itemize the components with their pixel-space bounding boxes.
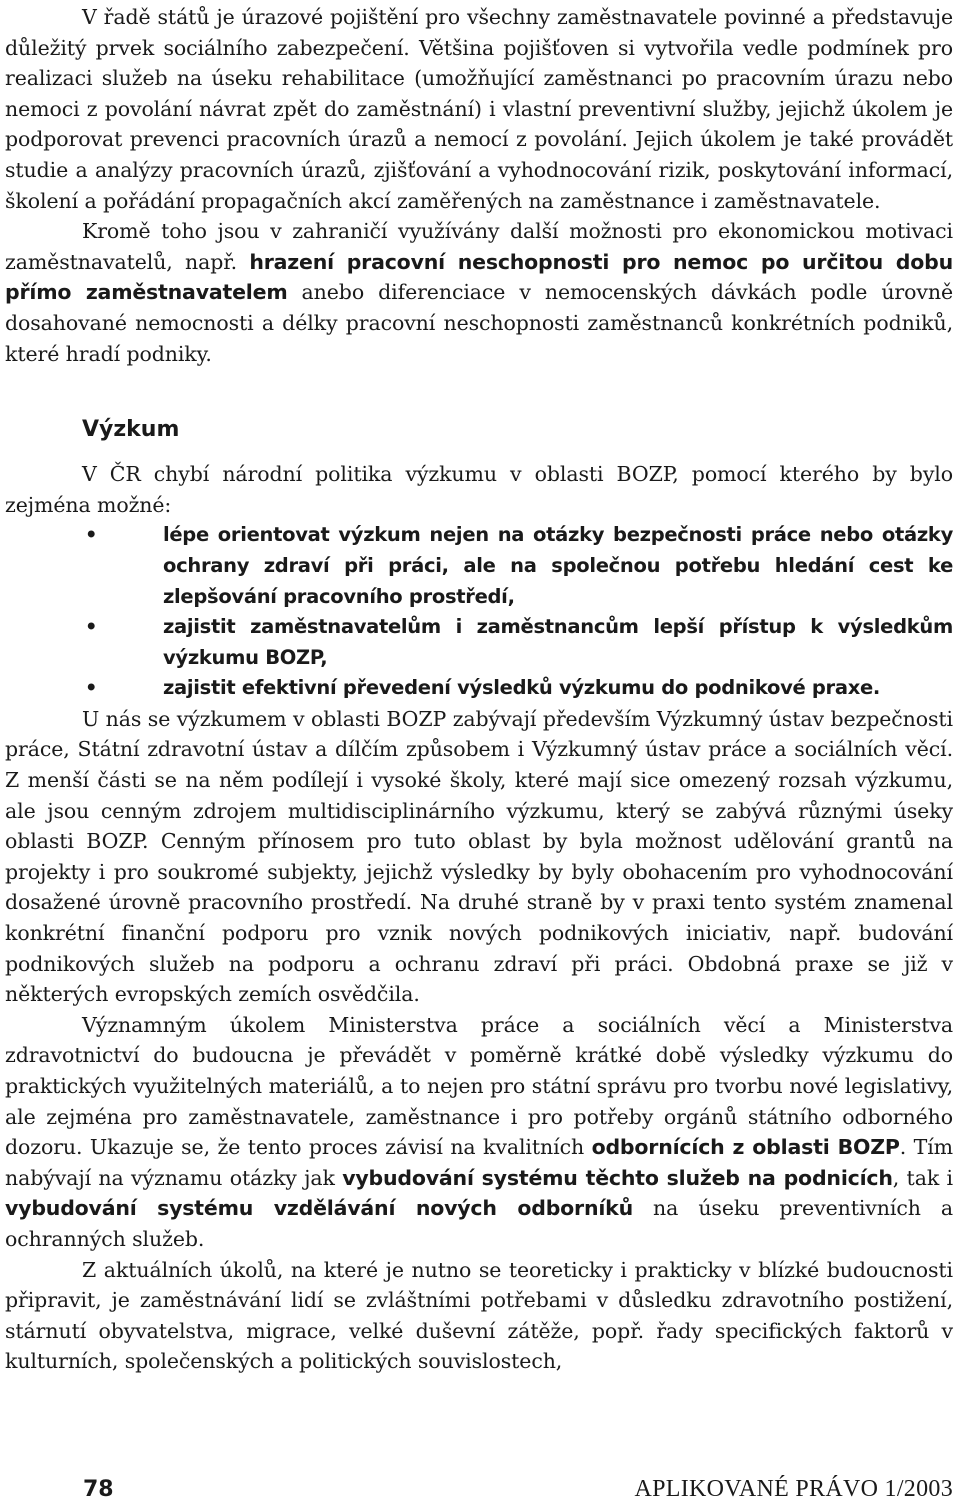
- paragraph-economic-motivation: [5, 216, 953, 369]
- list-item-text: zajistit zaměstnavatelům i zaměstnancům lepší přístup k výsledkům výzkumu BOZP,: [163, 615, 953, 669]
- list-item: [5, 673, 953, 704]
- list-item-text: lépe orientovat výzkum nejen na otázky bezpečnosti práce nebo otázky ochrany zdraví při práci, ale na společnou potřebu hledání cest ke zlepšování pracovního prostředí,: [163, 523, 953, 608]
- bullet-icon: •: [85, 676, 98, 700]
- bullet-icon: •: [85, 615, 98, 639]
- list-item: [5, 612, 953, 673]
- bullet-icon: •: [85, 523, 98, 547]
- emphasis-service-system: vybudování systému těchto služeb na podnicích: [342, 1165, 893, 1190]
- paragraph-text: Významným úkolem Ministerstva práce a sociálních věcí a Ministerstva zdravotnictví do budoucna je převádět v poměrně krátké době výsledky výzkumu do praktických využitelných materiálů, a to nejen pro státní správu pro tvorbu nové legislativy, ale zejména pro zaměstnavatele, zaměstnance i pro potřeby orgánů státního odborného dozoru. Ukazuje se, že tento proces závisí na kvalitních: [5, 1012, 953, 1160]
- paragraph-text: anebo diferenciace v nemocenských dávkách podle úrovně dosahované nemocnosti a délky pracovní neschopnosti zaměstnanců konkrétních podniků, které hradí podniky.: [5, 280, 953, 366]
- list-item: [5, 520, 953, 612]
- paragraph-insurance: V řadě států je úrazové pojištění pro všechny zaměstnavatele povinné a představuje důležitý prvek sociálního zabezpečení. Většina pojišťoven si vytvořila vedle podmínek pro realizaci služeb na úseku rehabilitace (umožňující zaměstnanci po pracovním úrazu nebo nemoci z povolání návrat zpět do zaměstnání) i vlastní preventivní služby, jejichž úkolem je podporovat prevenci pracovních úrazů a nemocí z povolání. Jejich úkolem je také provádět studie a analýzy pracovních úrazů, zjišťování a vyhodnocování rizik, poskytování informací, školení a pořádání propagačních akcí zaměřených na zaměstnance i zaměstnavatele.: [5, 5, 953, 213]
- paragraph-research-policy: V ČR chybí národní politika výzkumu v oblasti BOZP, pomocí kterého by bylo zejména možné:: [5, 462, 953, 517]
- page-number: 78: [83, 1477, 114, 1502]
- paragraph-text: , tak i: [892, 1165, 953, 1190]
- list-item-text: zajistit efektivní převedení výsledků výzkumu do podnikové praxe.: [163, 676, 881, 700]
- research-goals-list: [5, 520, 953, 704]
- paragraph-text: Kromě toho jsou v zahraničí využívány další možnosti pro ekonomickou motivaci zaměstnavatelů, např.: [5, 219, 953, 274]
- page-footer: [83, 1476, 953, 1506]
- page-body: [5, 0, 953, 1377]
- emphasis-education-system: vybudování systému vzdělávání nových odborníků: [5, 1196, 634, 1221]
- journal-title: APLIKOVANÉ PRÁVO 1/2003: [634, 1476, 953, 1502]
- paragraph-text: na úseku preventivních a ochranných služeb.: [5, 1196, 953, 1251]
- paragraph-research-institutes: U nás se výzkumem v oblasti BOZP zabývají především Výzkumný ústav bezpečnosti práce, Státní zdravotní ústav a dílčím způsobem i Výzkumný ústav práce a sociálních věcí. Z menší části se na něm podílejí i vysoké školy, které mají sice omezený rozsah výzkumu, ale jsou cenným zdrojem multidisciplinárního výzkumu, který se zabývá různými úseky oblasti BOZP. Cenným přínosem pro tuto oblast by byla možnost udělování grantů na projekty i pro soukromé subjekty, jejichž výsledky by byly obohacením pro vyhodnocování dosažené úrovně pracovního prostředí. Na druhé straně by v praxi tento systém znamenal konkrétní finanční podporu pro vznik nových podnikových iniciativ, např. budování podnikových služeb na podporu a ochranu zdraví při práci. Obdobná praxe se již v některých evropských zemích osvědčila.: [5, 706, 953, 1007]
- paragraph-text: . Tím nabývají na významu otázky jak: [5, 1135, 954, 1190]
- paragraph-ministry-tasks: [5, 1010, 953, 1255]
- paragraph-current-tasks: Z aktuálních úkolů, na které je nutno se teoreticky i prakticky v blízké budoucnosti připravit, je zaměstnávání lidí se zvláštními potřebami v důsledku zdravotního postižení, stárnutí obyvatelstva, migrace, velké duševní zátěže, popř. řady specifických faktorů v kulturních, společenských a politických souvislostech,: [5, 1257, 953, 1374]
- emphasis-sick-pay: hrazení pracovní neschopnosti pro nemoc po určitou dobu přímo zaměstnavatelem: [5, 249, 953, 305]
- emphasis-experts: odbornících z oblasti BOZP: [591, 1135, 900, 1160]
- section-heading-research: Výzkum: [82, 417, 180, 443]
